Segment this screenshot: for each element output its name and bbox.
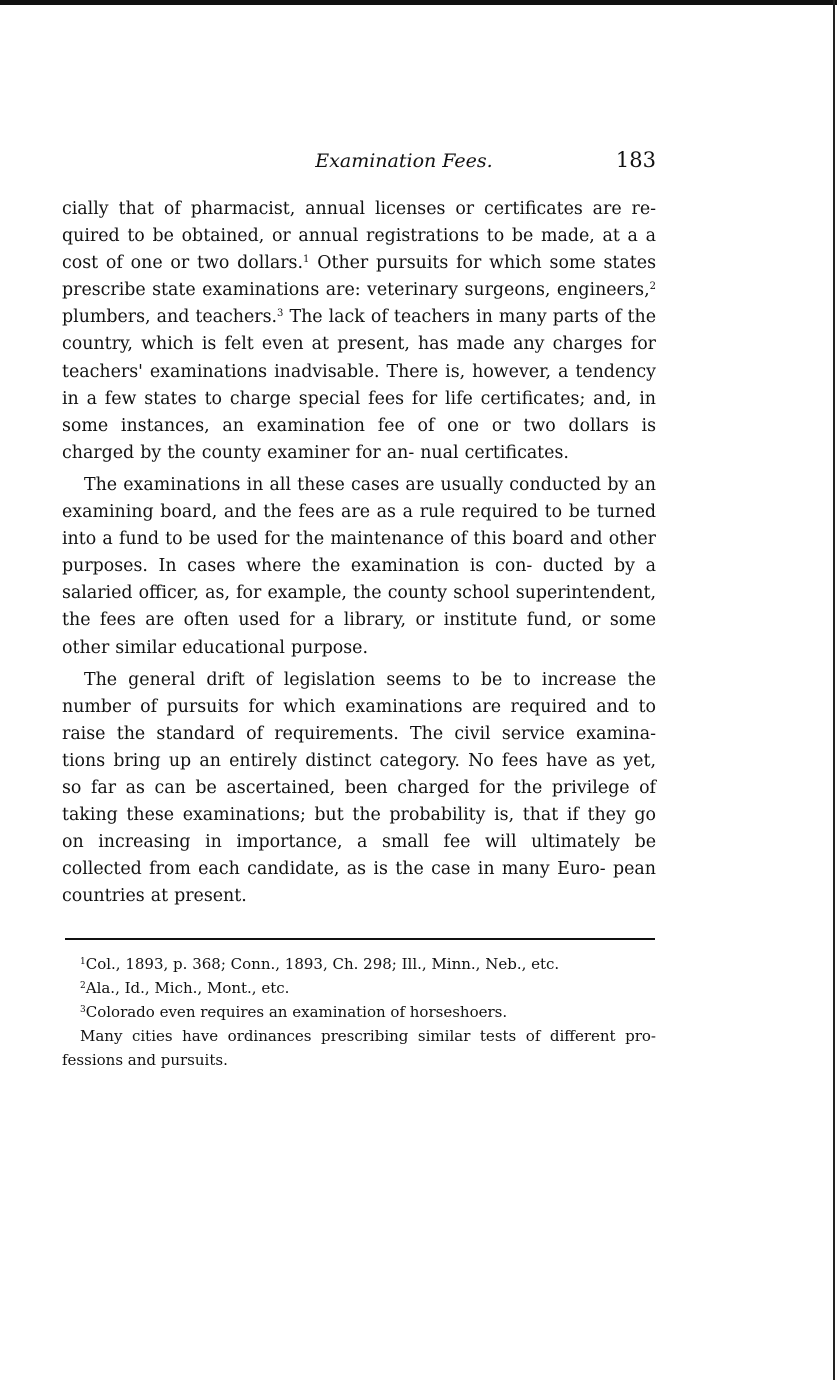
footnote-1-text: Col., 1893, p. 368; Conn., 1893, Ch. 298; Ill., Minn., Neb., etc. [85, 955, 560, 973]
footnote-1-marker: 1 [80, 957, 86, 967]
footnote-2-text: Ala., Id., Mich., Mont., etc. [85, 979, 290, 997]
paragraph-1-part-c: plumbers, and teachers. [62, 307, 278, 328]
paragraph-1-part-a: cially that of pharmacist, annual licenses or certificates are re- quired to be obtained, or annual registrations to be made, at a a cost of one or two dollars. [62, 199, 656, 274]
footnote-note-text: Many cities have ordinances prescribing similar tests of different pro- fessions and pursuits. [62, 1027, 656, 1069]
paragraph-1 [62, 196, 656, 467]
page-number: 183 [615, 148, 656, 172]
paragraph-1-part-d: The lack of teachers in many parts of the country, which is felt even at present, has made any charges for teachers' examinations inadvisable. There is, however, a tendency in a few states to charge special fees for life certificates; and, in some instances, an examination fee of one or two dollars is charged by the county examiner for an- nual certificates. [62, 307, 657, 463]
running-title: Examination Fees. [315, 150, 493, 172]
footnote-ref-3: 3 [277, 308, 284, 320]
paragraph-2: The examinations in all these cases are usually conducted by an examining board, and the fees are as a rule required to be turned into a fund to be used for the maintenance of this board and other purposes. In cases where the examination is con- ducted by a salaried officer, as, for example, the county school superintendent, the fees are often used for a library, or institute fund, or some other similar educational purpose. [62, 474, 656, 658]
footnote-divider [65, 938, 655, 940]
footnote-2-marker: 2 [80, 981, 86, 991]
footnote-3 [62, 1000, 656, 1024]
body-text [62, 196, 656, 910]
paragraph-1-part-b: Other pursuits for which some states prescribe state examinations are: veterinary surgeons, engineers, [62, 253, 656, 301]
footnote-ref-2: 2 [649, 281, 656, 293]
footnote-2 [62, 976, 656, 1000]
paragraph-3: The general drift of legislation seems to be to increase the number of pursuits for which examinations are required and to raise the standard of requirements. The civil service examina- tions bring up an entirely distinct category. No fees have as yet, so far as can be ascertained, been charged for the privilege of taking these examinations; but the probability is, that if they go on increasing in importance, a small fee will ultimately be collected from each candidate, as is the case in many Euro- pean countries at present. [62, 669, 656, 907]
page-header [62, 146, 656, 176]
footnote-3-text: Colorado even requires an examination of horseshoers. [85, 1003, 508, 1021]
footnote-3-marker: 3 [80, 1005, 86, 1015]
footnote-note [62, 1024, 656, 1072]
footnotes [62, 952, 656, 1072]
footnote-1 [62, 952, 656, 976]
right-scan-border [833, 0, 835, 1380]
top-scan-mark [0, 2, 27, 5]
footnote-ref-1: 1 [303, 254, 310, 266]
top-scan-border [0, 0, 837, 5]
